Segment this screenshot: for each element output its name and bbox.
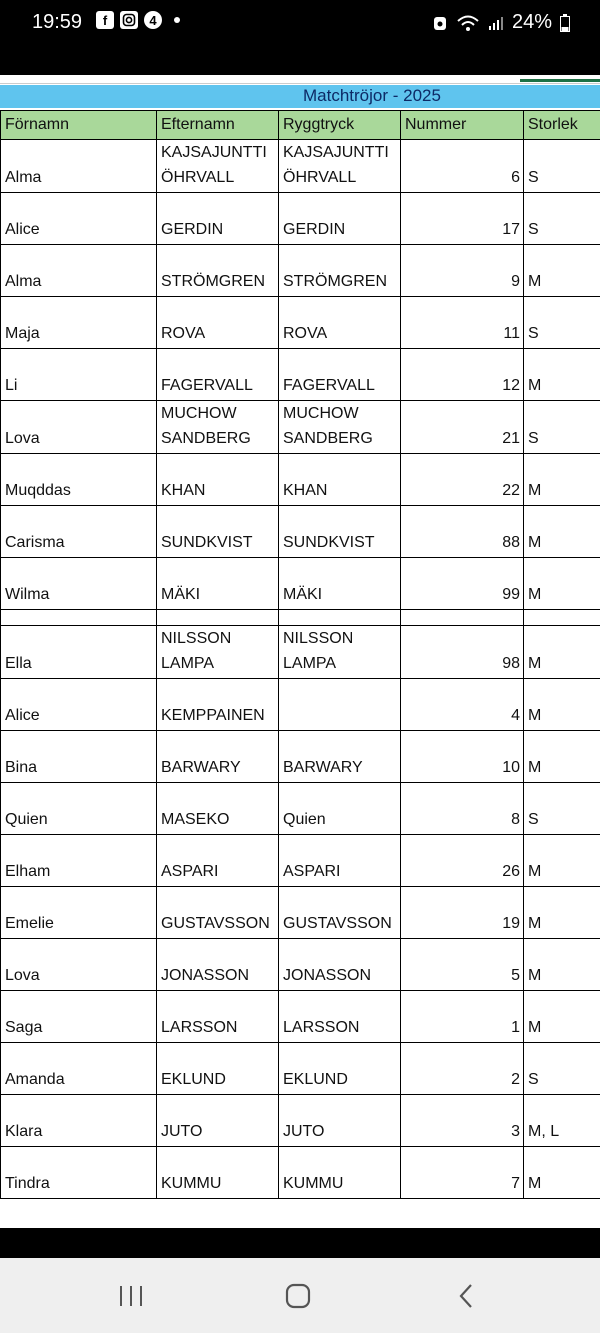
wifi-icon: [456, 14, 480, 32]
last-name-cell[interactable]: ASPARI: [157, 835, 279, 887]
back-print-cell[interactable]: BARWARY: [279, 731, 401, 783]
table-row: [1, 349, 600, 401]
spreadsheet-view[interactable]: [0, 75, 600, 1228]
first-name-cell[interactable]: Alice: [1, 193, 157, 245]
first-name-cell[interactable]: Emelie: [1, 887, 157, 939]
last-name-cell[interactable]: MUCHOW SANDBERG: [157, 401, 279, 454]
last-name-cell[interactable]: NILSSON LAMPA: [157, 626, 279, 679]
back-print-cell[interactable]: JONASSON: [279, 939, 401, 991]
column-header-strip: [0, 75, 600, 84]
back-print-cell[interactable]: KHAN: [279, 454, 401, 506]
home-icon[interactable]: [285, 1283, 311, 1309]
header-row: [1, 111, 600, 140]
alarm-icon: [432, 14, 448, 32]
back-print-cell[interactable]: STRÖMGREN: [279, 245, 401, 297]
first-name-cell[interactable]: Elham: [1, 835, 157, 887]
table-row: [1, 835, 600, 887]
number-cell[interactable]: 98: [401, 626, 524, 679]
number-cell[interactable]: 5: [401, 939, 524, 991]
size-cell[interactable]: M: [524, 506, 600, 558]
back-print-cell[interactable]: GUSTAVSSON: [279, 887, 401, 939]
empty-cell[interactable]: [524, 610, 600, 626]
last-name-cell[interactable]: SUNDKVIST: [157, 506, 279, 558]
sheet-title-bar[interactable]: [0, 85, 600, 108]
table-row: [1, 1095, 600, 1147]
facebook-icon: f: [96, 11, 114, 29]
back-print-cell[interactable]: JUTO: [279, 1095, 401, 1147]
last-name-cell[interactable]: KEMPPAINEN: [157, 679, 279, 731]
battery-percent: 24%: [511, 11, 552, 33]
last-name-cell[interactable]: KHAN: [157, 454, 279, 506]
first-name-cell[interactable]: Tindra: [1, 1147, 157, 1199]
first-name-cell[interactable]: Amanda: [1, 1043, 157, 1095]
size-cell[interactable]: M: [524, 679, 600, 731]
last-name-cell[interactable]: KUMMU: [157, 1147, 279, 1199]
back-print-cell[interactable]: NILSSON LAMPA: [279, 626, 401, 679]
last-name-cell[interactable]: MÄKI: [157, 558, 279, 610]
more-notifications-dot: [174, 17, 180, 23]
number-cell[interactable]: 3: [401, 1095, 524, 1147]
first-name-cell[interactable]: Muqddas: [1, 454, 157, 506]
empty-cell[interactable]: [1, 610, 157, 626]
first-name-cell[interactable]: Carisma: [1, 506, 157, 558]
back-print-cell[interactable]: EKLUND: [279, 1043, 401, 1095]
number-cell[interactable]: 17: [401, 193, 524, 245]
last-name-cell[interactable]: BARWARY: [157, 731, 279, 783]
size-cell[interactable]: M: [524, 731, 600, 783]
table-row: [1, 939, 600, 991]
size-cell[interactable]: S: [524, 783, 600, 835]
number-cell[interactable]: 9: [401, 245, 524, 297]
table-row: [1, 1147, 600, 1199]
back-print-cell[interactable]: ROVA: [279, 297, 401, 349]
number-cell[interactable]: 22: [401, 454, 524, 506]
first-name-cell[interactable]: Lova: [1, 401, 157, 454]
table-row: [1, 454, 600, 506]
jersey-table[interactable]: [0, 110, 600, 1199]
size-cell[interactable]: M: [524, 991, 600, 1043]
back-print-cell[interactable]: MÄKI: [279, 558, 401, 610]
number-cell[interactable]: 88: [401, 506, 524, 558]
back-print-cell[interactable]: KUMMU: [279, 1147, 401, 1199]
first-name-cell[interactable]: Klara: [1, 1095, 157, 1147]
size-cell[interactable]: S: [524, 193, 600, 245]
table-row: [1, 140, 600, 193]
last-name-cell[interactable]: JONASSON: [157, 939, 279, 991]
first-name-cell[interactable]: Li: [1, 349, 157, 401]
size-cell[interactable]: M: [524, 454, 600, 506]
number-cell[interactable]: 6: [401, 140, 524, 193]
table-row: [1, 193, 600, 245]
sheet-title: Matchtröjor - 2025: [303, 86, 441, 105]
last-name-cell[interactable]: STRÖMGREN: [157, 245, 279, 297]
table-row: [1, 783, 600, 835]
header-number[interactable]: Nummer: [401, 111, 524, 140]
size-cell[interactable]: M, L: [524, 1095, 600, 1147]
back-print-cell[interactable]: FAGERVALL: [279, 349, 401, 401]
table-row: [1, 1043, 600, 1095]
last-name-cell[interactable]: LARSSON: [157, 991, 279, 1043]
header-size[interactable]: Storlek: [524, 111, 600, 140]
status-time: 19:59: [32, 11, 83, 33]
first-name-cell[interactable]: Maja: [1, 297, 157, 349]
table-row: [1, 558, 600, 610]
number-cell[interactable]: 12: [401, 349, 524, 401]
last-name-cell[interactable]: EKLUND: [157, 1043, 279, 1095]
number-cell[interactable]: 4: [401, 679, 524, 731]
size-cell[interactable]: M: [524, 835, 600, 887]
number-cell[interactable]: 7: [401, 1147, 524, 1199]
table-row: [1, 245, 600, 297]
navigation-bar: [0, 1258, 600, 1333]
empty-cell[interactable]: [157, 610, 279, 626]
last-name-cell[interactable]: GUSTAVSSON: [157, 887, 279, 939]
size-cell[interactable]: S: [524, 1043, 600, 1095]
first-name-cell[interactable]: Quien: [1, 783, 157, 835]
table-row: [1, 506, 600, 558]
last-name-cell[interactable]: MASEKO: [157, 783, 279, 835]
back-print-cell[interactable]: LARSSON: [279, 991, 401, 1043]
first-name-cell[interactable]: Alma: [1, 245, 157, 297]
number-cell[interactable]: 21: [401, 401, 524, 454]
size-cell[interactable]: M: [524, 245, 600, 297]
first-name-cell[interactable]: Alma: [1, 140, 157, 193]
number-cell[interactable]: 99: [401, 558, 524, 610]
instagram-icon: [120, 11, 138, 29]
number-cell[interactable]: 1: [401, 991, 524, 1043]
first-name-cell[interactable]: Wilma: [1, 558, 157, 610]
empty-cell[interactable]: [279, 610, 401, 626]
back-print-cell[interactable]: Quien: [279, 783, 401, 835]
table-row: [1, 679, 600, 731]
back-print-cell[interactable]: KAJSAJUNTTI ÖHRVALL: [279, 140, 401, 193]
table-row: [1, 887, 600, 939]
status-right: [432, 11, 570, 34]
table-row: [1, 401, 600, 454]
number-cell[interactable]: 11: [401, 297, 524, 349]
last-name-cell[interactable]: ROVA: [157, 297, 279, 349]
back-print-cell[interactable]: MUCHOW SANDBERG: [279, 401, 401, 454]
back-print-cell[interactable]: GERDIN: [279, 193, 401, 245]
status-bar: [0, 0, 600, 75]
recents-icon[interactable]: [118, 1285, 144, 1307]
size-cell[interactable]: S: [524, 140, 600, 193]
table-row: [1, 731, 600, 783]
size-cell[interactable]: M: [524, 349, 600, 401]
number-cell[interactable]: 10: [401, 731, 524, 783]
back-print-cell[interactable]: SUNDKVIST: [279, 506, 401, 558]
last-name-cell[interactable]: FAGERVALL: [157, 349, 279, 401]
number-cell[interactable]: 19: [401, 887, 524, 939]
size-cell[interactable]: M: [524, 558, 600, 610]
first-name-cell[interactable]: Lova: [1, 939, 157, 991]
first-name-cell[interactable]: Ella: [1, 626, 157, 679]
table-row: [1, 297, 600, 349]
last-name-cell[interactable]: JUTO: [157, 1095, 279, 1147]
number-cell[interactable]: 2: [401, 1043, 524, 1095]
back-print-cell[interactable]: ASPARI: [279, 835, 401, 887]
size-cell[interactable]: M: [524, 626, 600, 679]
first-name-cell[interactable]: Saga: [1, 991, 157, 1043]
back-icon[interactable]: [458, 1283, 474, 1309]
header-back-print[interactable]: Ryggtryck: [279, 111, 401, 140]
first-name-cell[interactable]: Alice: [1, 679, 157, 731]
last-name-cell[interactable]: GERDIN: [157, 193, 279, 245]
table-row: [1, 991, 600, 1043]
four-icon: 4: [144, 11, 162, 29]
battery-icon: [560, 14, 570, 32]
size-cell[interactable]: M: [524, 1147, 600, 1199]
number-cell[interactable]: 8: [401, 783, 524, 835]
header-first-name[interactable]: Förnamn: [1, 111, 157, 140]
header-last-name[interactable]: Efternamn: [157, 111, 279, 140]
notification-icons: [96, 11, 180, 29]
back-print-cell[interactable]: [279, 679, 401, 731]
size-cell[interactable]: S: [524, 401, 600, 454]
spacer-row: [1, 610, 600, 626]
size-cell[interactable]: S: [524, 297, 600, 349]
size-cell[interactable]: M: [524, 887, 600, 939]
size-cell[interactable]: M: [524, 939, 600, 991]
signal-icon: [488, 15, 504, 31]
table-row: [1, 626, 600, 679]
empty-cell[interactable]: [401, 610, 524, 626]
last-name-cell[interactable]: KAJSAJUNTTI ÖHRVALL: [157, 140, 279, 193]
first-name-cell[interactable]: Bina: [1, 731, 157, 783]
table-body: [1, 140, 600, 1199]
number-cell[interactable]: 26: [401, 835, 524, 887]
